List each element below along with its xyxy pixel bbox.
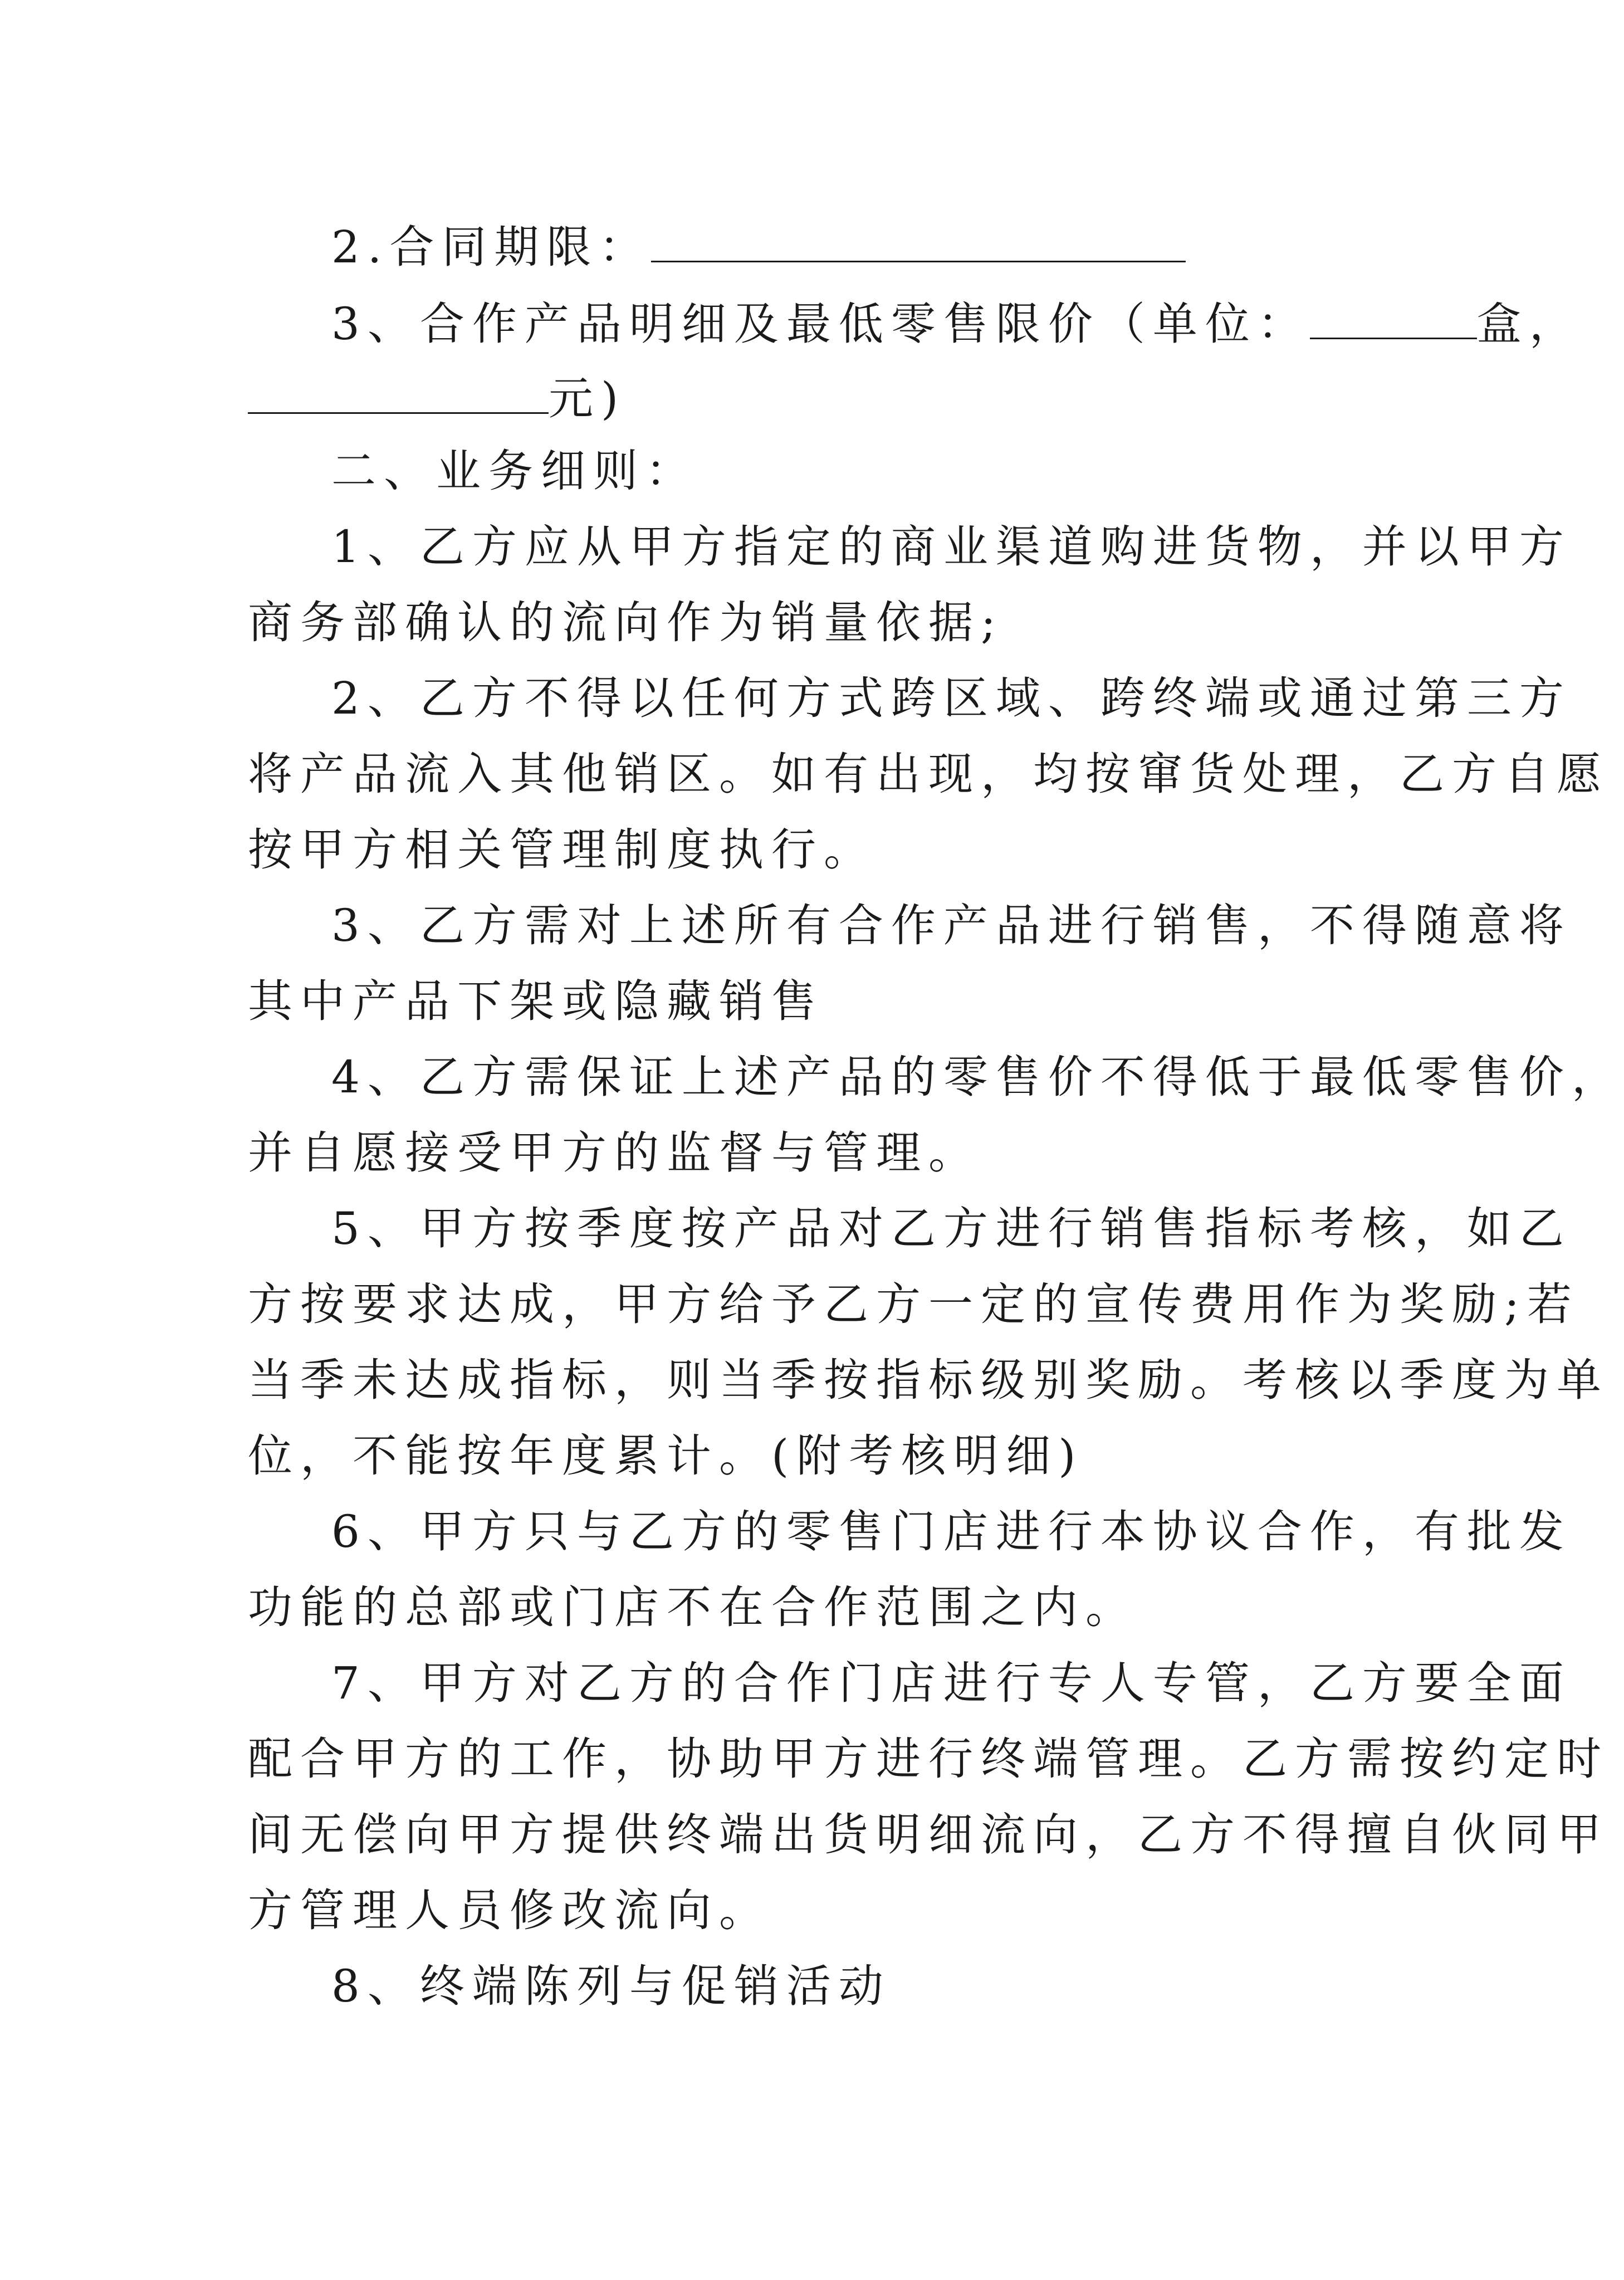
paragraph-line: 间无偿向甲方提供终端出货明细流向，乙方不得擅自伙同甲 bbox=[248, 1809, 1609, 1861]
paragraph-line: 5、甲方按季度按产品对乙方进行销售指标考核，如乙 bbox=[331, 1203, 1572, 1254]
section-heading: 二、业务细则： bbox=[331, 445, 698, 497]
paragraph-line: 功能的总部或门店不在合作范围之内。 bbox=[248, 1581, 1138, 1633]
paragraph-line: 3、乙方需对上述所有合作产品进行销售，不得随意将 bbox=[331, 900, 1572, 951]
contract-term-line bbox=[331, 221, 1367, 273]
paragraph-line: 商务部确认的流向作为销量依据; bbox=[248, 597, 1004, 648]
paragraph-line: 位，不能按年度累计。(附考核明细) bbox=[248, 1430, 1084, 1482]
paragraph-line: 其中产品下架或隐藏销售 bbox=[248, 975, 824, 1027]
paragraph-line: 并自愿接受甲方的监督与管理。 bbox=[248, 1127, 981, 1179]
paragraph-line: 将产品流入其他销区。如有出现，均按窜货处理，乙方自愿 bbox=[248, 748, 1609, 800]
paragraph-line: 4、乙方需保证上述产品的零售价不得低于最低零售价， bbox=[331, 1051, 1624, 1103]
unit-box-blank bbox=[1310, 299, 1477, 339]
unit-yuan-text: 元) bbox=[549, 373, 627, 424]
paragraph-line: 6、甲方只与乙方的零售门店进行本协议合作，有批发 bbox=[331, 1506, 1572, 1558]
contract-term-label: 2.合同期限： bbox=[331, 221, 652, 273]
contract-term-blank bbox=[651, 222, 1186, 262]
paragraph-line: 方管理人员修改流向。 bbox=[248, 1884, 771, 1936]
paragraph-line: 1、乙方应从甲方指定的商业渠道购进货物，并以甲方 bbox=[331, 521, 1572, 573]
product-detail-label: 3、合作产品明细及最低零售限价（单位： bbox=[331, 298, 1310, 350]
paragraph-line: 方按要求达成，甲方给予乙方一定的宣传费用作为奖励;若 bbox=[248, 1278, 1579, 1330]
paragraph-line: 当季未达成指标，则当季按指标级别奖励。考核以季度为单 bbox=[248, 1354, 1609, 1406]
product-detail-line bbox=[331, 298, 1582, 350]
paragraph-line: 2、乙方不得以任何方式跨区域、跨终端或通过第三方 bbox=[331, 672, 1572, 724]
paragraph-line: 7、甲方对乙方的合作门店进行专人专管，乙方要全面 bbox=[331, 1657, 1572, 1709]
unit-yuan-blank bbox=[248, 373, 549, 414]
paragraph-line: 8、终端陈列与促销活动 bbox=[331, 1960, 891, 2012]
paragraph-line: 配合甲方的工作，协助甲方进行终端管理。乙方需按约定时 bbox=[248, 1733, 1609, 1785]
unit-box-text: 盒， bbox=[1476, 298, 1582, 350]
paragraph-line: 按甲方相关管理制度执行。 bbox=[248, 824, 876, 876]
unit-yuan-line bbox=[248, 373, 1367, 424]
